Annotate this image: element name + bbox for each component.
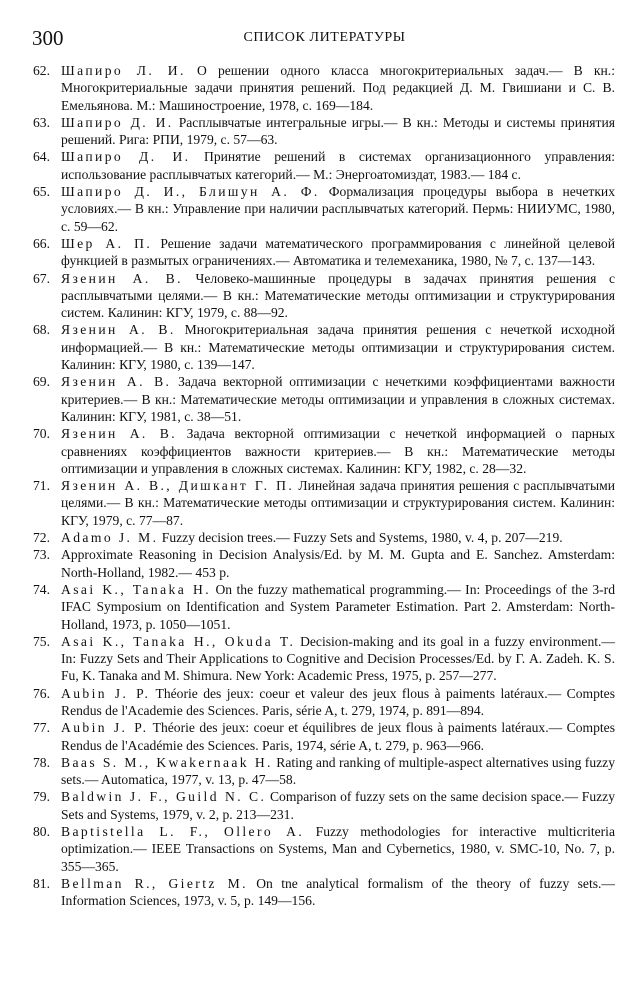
reference-item xyxy=(33,183,615,235)
reference-text: О решении одного класса многокритериальных задач.— В кн.: Многокритериальные задачи принятия решений. Под редакцией Д. М. Гвишиани и С. В. Емельянова. М.: Машиностроение, 1978, с. 169—184. xyxy=(61,63,615,113)
reference-authors: Язенин А. В. xyxy=(61,270,183,286)
reference-authors: Язенин А. В., Дишкант Г. П. xyxy=(61,478,295,494)
reference-item xyxy=(33,529,615,546)
reference-text: Формализация процедуры выбора в нечетких условиях.— В кн.: Управление при наличии расплывчатых категорий. Пермь: НИИУМС, 1980, с. 59—62. xyxy=(61,184,615,234)
reference-list xyxy=(33,62,615,910)
reference-text: Задача векторной оптимизации с нечеткими коэффициентами важности критериев.— В кн.: Математические методы оптимизации и управления в сложных системах. Калинин: КГУ, 1981, с. 38—51. xyxy=(61,374,616,424)
reference-authors: Asai K., Tanaka H., Okuda T. xyxy=(61,633,296,649)
reference-item xyxy=(33,477,615,529)
reference-item xyxy=(33,719,615,754)
reference-item xyxy=(33,62,615,114)
reference-authors: Baptistella L. F., Ollero A. xyxy=(61,824,305,840)
reference-text: Принятие решений в системах организационного управления: использование расплывчатых категорий.— М.: Энергоатомиздат, 1983.— 184 с. xyxy=(61,149,615,182)
reference-number: 71. xyxy=(33,478,50,494)
reference-authors: Шапиро Л. И. xyxy=(61,63,186,78)
reference-number: 73. xyxy=(33,547,50,563)
reference-item xyxy=(33,235,615,270)
reference-authors: Adamo J. M. xyxy=(61,530,159,546)
page-header xyxy=(32,26,617,52)
reference-item xyxy=(33,546,615,581)
reference-authors: Шер А. П. xyxy=(61,235,153,251)
reference-number: 77. xyxy=(33,720,50,736)
reference-number: 63. xyxy=(33,114,50,130)
reference-authors: Шапиро Д. И. xyxy=(61,149,191,165)
reference-text: On tne analytical formalism of the theory of fuzzy sets.— Information Sciences, 1973, v. 5, p. 149—156. xyxy=(61,875,616,909)
reference-text: Théorie des jeux: coeur et équilibres de jeux flous à paiments latéraux.— Comptes Rendus de l'Académie des Sciences. Paris, 1974, série A, t. 279, p. 963—966. xyxy=(61,720,615,753)
reference-text: Rating and ranking of multiple-aspect alternatives using fuzzy sets.— Automatica, 1977, v. 13, p. 47—58. xyxy=(61,754,615,788)
reference-text: Задача векторной оптимизации с нечеткой информацией о парных сравнениях коэффициентов важности критериев.— В кн.: Математические методы оптимизации и управления в сложных системах. Калинин: КГУ, 1982, с. 28—32. xyxy=(61,426,615,476)
reference-number: 75. xyxy=(33,633,50,649)
reference-number: 65. xyxy=(33,184,50,200)
reference-authors: Baas S. M., Kwakernaak H. xyxy=(61,754,273,770)
reference-item xyxy=(33,581,615,633)
reference-text: Решение задачи математического программирования с линейной целевой функцией в размытых ограничениях.— Автоматика и телемеханика, 1980, № 7, с. 137—143. xyxy=(61,235,615,269)
reference-authors: Aubin J. P. xyxy=(61,685,151,701)
reference-number: 80. xyxy=(33,824,50,840)
reference-authors: Язенин А. В. xyxy=(61,426,178,442)
reference-item xyxy=(33,373,615,425)
reference-text: Fuzzy decision trees.— Fuzzy Sets and Systems, 1980, v. 4, p. 207—219. xyxy=(158,530,563,546)
reference-authors: Шапиро Д. И. xyxy=(61,114,174,130)
reference-item xyxy=(33,823,615,875)
reference-item xyxy=(33,425,615,477)
reference-number: 68. xyxy=(33,322,50,338)
reference-number: 81. xyxy=(33,875,50,891)
reference-item xyxy=(33,685,615,720)
reference-number: 67. xyxy=(33,270,50,286)
reference-number: 78. xyxy=(33,754,50,770)
reference-text: Многокритериальная задача принятия решения с нечеткой исходной информацией.— В кн.: Математические методы оптимизации и структурирования систем. Калинин: КГУ, 1980, с. 139—147. xyxy=(61,322,615,373)
reference-text: Человеко-машинные процедуры в задачах принятия решения с расплывчатыми целями.— В кн.: Математические методы оптимизации и структурирования систем. Калинин: КГУ, 1979, с. 88—92. xyxy=(61,270,615,321)
reference-text: Decision-making and its goal in a fuzzy environment.— In: Fuzzy Sets and Their Applications to Cognitive and Decision Processes/Ed. by Г. A. Zadeh. K. S. Fu, K. Tanaka and M. Shimura. New York: Academic Press, 1975, p. 257—277. xyxy=(61,633,616,684)
reference-text: On the fuzzy mathematical programming.— In: Proceedings of the 3-rd IFAC Symposium on Identification and System Parameter Estimation. Part 2. Amsterdam: North-Holland, 1973, p. 1050—1051. xyxy=(61,581,615,632)
reference-text: Линейная задача принятия решения с расплывчатыми целями.— В кн.: Математические методы оптимизации и структурирования систем. Калинин: КГУ, 1979, с. 77—87. xyxy=(61,478,615,528)
reference-authors: Asai K., Tanaka H. xyxy=(61,581,212,597)
reference-text: Comparison of fuzzy sets on the same decision space.— Fuzzy Sets and Systems, 1979, v. 2, p. 213—231. xyxy=(61,789,615,822)
reference-number: 66. xyxy=(33,235,50,251)
reference-item xyxy=(33,270,615,322)
reference-item xyxy=(33,754,615,789)
reference-authors: Язенин А. В. xyxy=(61,374,172,390)
reference-authors: Шапиро Д. И., Блишун А. Ф. xyxy=(61,184,320,200)
reference-authors: Bellman R., Giertz M. xyxy=(61,875,248,891)
reference-number: 76. xyxy=(33,685,50,701)
reference-item xyxy=(33,321,615,373)
reference-text: Approximate Reasoning in Decision Analysis/Ed. by M. M. Gupta and E. Sanchez. Amsterdam: North-Holland, 1982.— 453 p. xyxy=(61,547,615,580)
running-title: СПИСОК ЛИТЕРАТУРЫ xyxy=(243,30,406,45)
reference-authors: Baldwin J. F., Guild N. C. xyxy=(61,789,267,805)
reference-authors: Язенин А. В. xyxy=(61,322,176,338)
reference-number: 70. xyxy=(33,426,50,442)
reference-item xyxy=(33,875,615,910)
reference-number: 74. xyxy=(33,581,50,597)
reference-authors: Aubin J. P. xyxy=(61,720,149,736)
reference-number: 62. xyxy=(33,63,50,78)
reference-text: Théorie des jeux: coeur et valeur des jeux flous à paiments latéraux.— Comptes Rendus de l'Academie des Sciences. Paris, série A, t. 279, 1974, p. 891—894. xyxy=(61,685,615,718)
reference-text: Расплывчатые интегральные игры.— В кн.: Методы и системы принятия решений. Рига: РПИ, 1979, с. 57—63. xyxy=(61,114,615,148)
reference-number: 64. xyxy=(33,149,50,165)
page-number: 300 xyxy=(32,26,64,50)
reference-item xyxy=(33,633,615,685)
reference-number: 79. xyxy=(33,789,50,805)
reference-item xyxy=(33,788,615,823)
reference-item xyxy=(33,114,615,149)
reference-number: 69. xyxy=(33,374,50,390)
reference-text: Fuzzy methodologies for interactive multicriteria optimization.— IEEE Transactions on Systems, Man and Cybernetics, 1980, v. SMC-10, No. 7, p. 355—365. xyxy=(61,824,615,874)
reference-item xyxy=(33,148,615,183)
reference-number: 72. xyxy=(33,530,50,546)
